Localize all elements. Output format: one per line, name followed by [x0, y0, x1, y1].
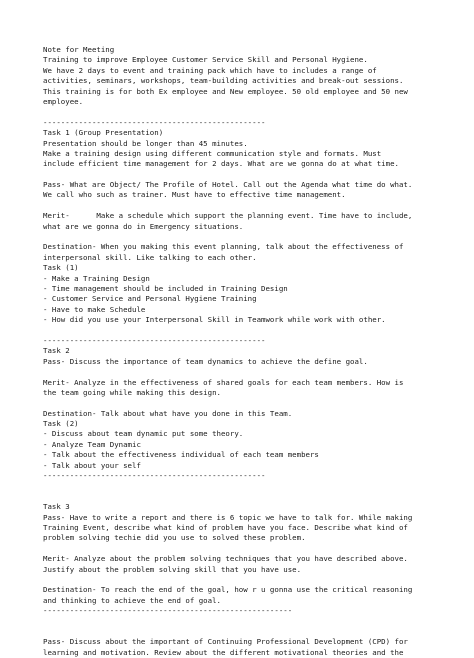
text-line: - Talk about your self — [43, 460, 141, 470]
blank-line — [43, 575, 463, 585]
blank-line — [43, 492, 463, 502]
text-line: Destination- Talk about what have you done in this Team. — [43, 408, 293, 418]
blank-line — [43, 398, 463, 408]
blank-line — [43, 627, 463, 637]
text-line: -------------------------------------------------- — [43, 471, 266, 481]
text-line: - Customer Service and Personal Hygiene Training — [43, 294, 257, 304]
blank-line — [43, 367, 463, 377]
text-line: We call who such as trainer. Must have to effective time management. — [43, 190, 346, 200]
text-line: Pass- Discuss about the important of Continuing Professional Development (CPD) for — [43, 637, 408, 647]
text-line: Pass- Discuss the importance of team dynamics to achieve the define goal. — [43, 356, 368, 366]
text-line: Merit- Make a schedule which support the planning event. Time have to include, — [43, 211, 413, 221]
text-line: - Time management should be included in Training Design — [43, 283, 288, 293]
text-line: - Analyze Team Dynamic — [43, 439, 141, 449]
text-line: what are we gonna do in Emergency situations. — [43, 221, 244, 231]
text-line: - Discuss about team dynamic put some theory. — [43, 429, 244, 439]
blank-line — [43, 326, 463, 336]
text-line: the team going while making this design. — [43, 387, 221, 397]
blank-line — [43, 544, 463, 554]
text-line: employee. — [43, 96, 84, 106]
text-line: -------------------------------------------------- — [43, 335, 266, 345]
text-line: Pass- What are Object/ The Profile of Hotel. Call out the Agenda what time do what. — [43, 180, 413, 190]
text-line: -------------------------------------------------- — [43, 117, 266, 127]
blank-line — [43, 201, 463, 211]
text-line: Training Event, describe what kind of problem have you face. Describe what kind of — [43, 522, 408, 532]
blank-line — [43, 232, 463, 242]
text-line: Task 2 — [43, 346, 70, 356]
text-line: Note for Meeting — [43, 45, 115, 54]
blank-line — [43, 170, 463, 180]
text-line: Destination- To reach the end of the goal, how r u gonna use the critical reasoning — [43, 585, 413, 595]
text-line: Make a training design using different communication style and formats. Must — [43, 148, 382, 158]
text-line: Pass- Have to write a report and there is 6 topic we have to talk for. While making — [43, 512, 413, 522]
text-line: Presentation should be longer than 45 minutes. — [43, 138, 248, 148]
blank-line — [43, 616, 463, 626]
text-line: problem solving techie did you use to solved these problem. — [43, 533, 306, 543]
text-line: Task 3 — [43, 502, 70, 512]
text-line: learning and motivation. Review about the different motivational theories and the — [43, 647, 404, 657]
text-line: We have 2 days to event and training pack which have to includes a range of — [43, 65, 377, 75]
text-line: interpersonal skill. Like talking to each other. — [43, 252, 257, 262]
text-line: Task (2) — [43, 419, 79, 429]
blank-line — [43, 107, 463, 117]
text-line: This training is for both Ex employee and New employee. 50 old employee and 50 new — [43, 86, 408, 96]
text-line: Task 1 (Group Presentation) — [43, 128, 164, 138]
text-line: Task (1) — [43, 263, 79, 273]
text-line: -------------------------------------------------------- — [43, 606, 293, 616]
text-line: - Have to make Schedule — [43, 304, 146, 314]
text-line: Merit- Analyze in the effectiveness of shared goals for each team members. How is — [43, 377, 404, 387]
text-line: - Talk about the effectiveness individual of each team members — [43, 450, 319, 460]
text-line: activities, seminars, workshops, team-building activities and break-out sessions. — [43, 76, 404, 86]
document-body — [43, 45, 463, 658]
text-line: include efficient time management for 2 days. What are we gonna do at what time. — [43, 159, 399, 169]
text-line: Justify about the problem solving skill that you have use. — [43, 564, 302, 574]
blank-line — [43, 481, 463, 491]
text-line: - How did you use your Interpersonal Skill in Teamwork while work with other. — [43, 315, 386, 325]
text-line: Training to improve Employee Customer Service Skill and Personal Hygiene. — [43, 55, 368, 65]
text-line: Merit- Analyze about the problem solving techniques that you have described above. — [43, 554, 408, 564]
text-line: and thinking to achieve the end of goal. — [43, 595, 221, 605]
text-line: - Make a Training Design — [43, 273, 150, 283]
text-line: Destination- When you making this event planning, talk about the effectiveness of — [43, 242, 404, 252]
